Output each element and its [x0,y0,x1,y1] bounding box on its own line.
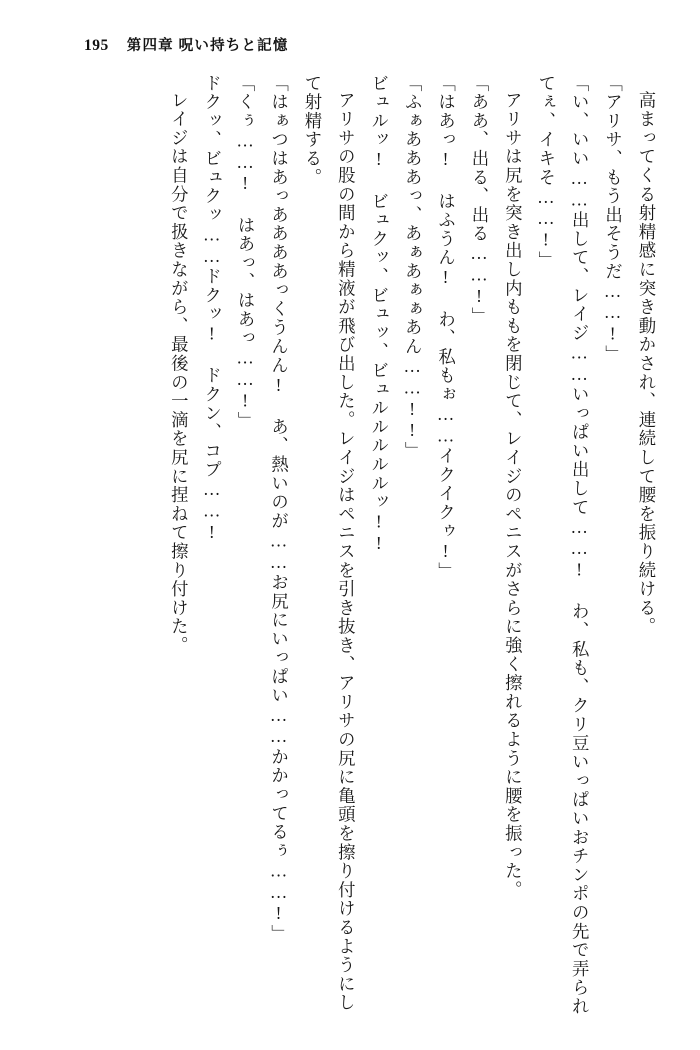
paragraph: 「い、いい……出して、レイジ……いっぱい出して……! わ、私も、クリ豆いっぱいおチンポの先で弄られてぇ、イキそ……!」 [535,74,590,1016]
chapter-title: 第四章 呪い持ちと記憶 [126,38,289,54]
paragraph: 「くぅ……! はあっ、はあっ……!」 [235,74,256,431]
paragraph: ビュルッ! ビュクッ、ビュッ、ビュルルルルルッ!! [368,74,389,555]
paragraph: 高まってくる射精感に突き動かされ、連続して腰を振り続ける。 [636,91,656,637]
paragraph: ドクッ、ビュクッ……ドクッ! ドクン、コプ……! [201,74,222,544]
paragraph: 「ああ、出る、出る……!」 [468,74,489,327]
body-text-area [38,74,662,1020]
paragraph: アリサの股の間から精液が飛び出した。レイジはペニスを引き抜き、アリサの尻に亀頭を擦り付けるようにして射精する。 [301,74,356,1013]
paragraph: 「ふぁあああっ、あぁあぁぁあん……!!」 [402,74,423,461]
paragraph: 「はあっ! はふうん! わ、私もぉ……イクイクゥ!」 [435,74,456,581]
paragraph: 「はぁつはあっああああっくうんん! あ、熱いのが……お尻にいっぱい……かかってるぅ……!」 [268,74,289,944]
paragraph: アリサは尻を突き出し内ももを閉じて、レイジのペニスがさらに強く擦れるように腰を振った。 [502,91,523,900]
paragraph: レイジは自分で扱きながら、最後の一滴を尻に捏ねて擦り付けた。 [168,91,189,656]
running-head [38,34,662,60]
page-number: 195 [84,37,109,54]
vertical-body-text [38,74,662,1020]
paragraph: 「アリサ、もう出そうだ……!」 [602,74,623,364]
